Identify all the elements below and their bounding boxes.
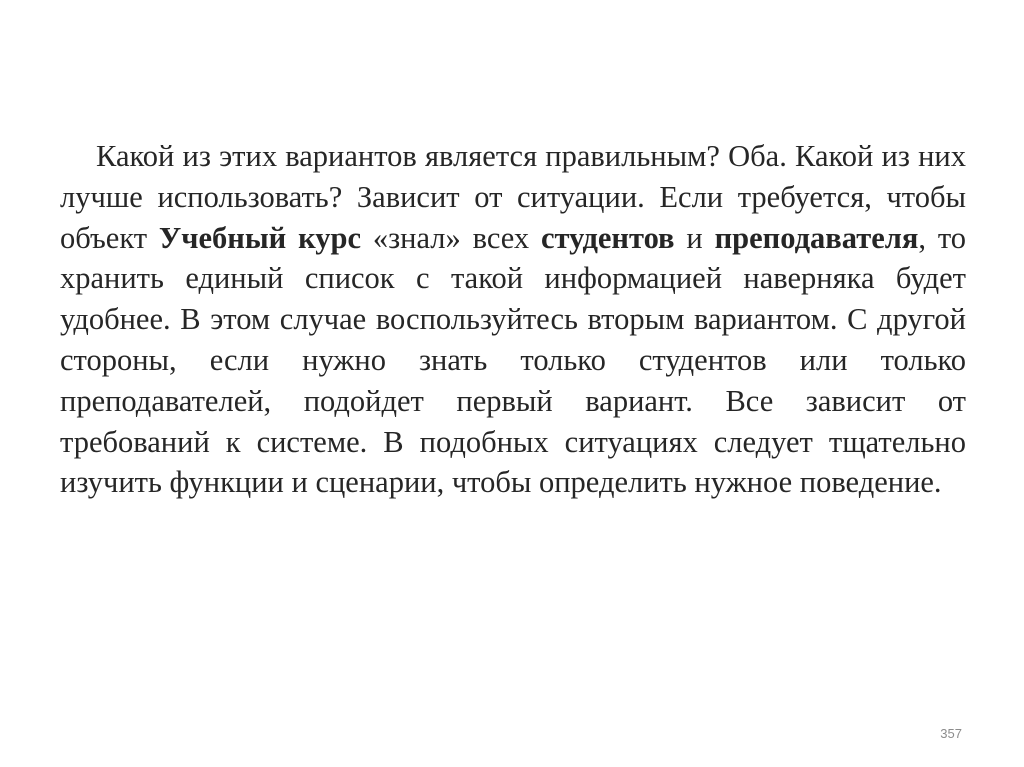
term-students: студентов <box>541 220 675 255</box>
body-paragraph <box>60 136 966 503</box>
paragraph-text: , то хранить единый список с такой информацией наверняка будет удобнее. В этом случае воспользуйтесь вторым вариантом. С другой стороны, если нужно знать только студентов или только преподавателей, подойдет первый вариант. Все зависит от требований к системе. В подобных ситуациях следует тщательно изучить функции и сценарии, чтобы определить нужное поведение. <box>60 220 967 500</box>
page-number: 357 <box>940 726 962 741</box>
term-course: Учебный курс <box>158 220 362 255</box>
paragraph-text: Какой из этих вариантов является правильным? Оба. Какой из них лучше использовать? Зависит от ситуации. Если требуется, чтобы объект <box>60 139 966 255</box>
paragraph-text: и <box>674 220 715 255</box>
term-teacher: преподавателя <box>714 220 919 255</box>
paragraph-text: «знал» всех <box>361 220 541 255</box>
